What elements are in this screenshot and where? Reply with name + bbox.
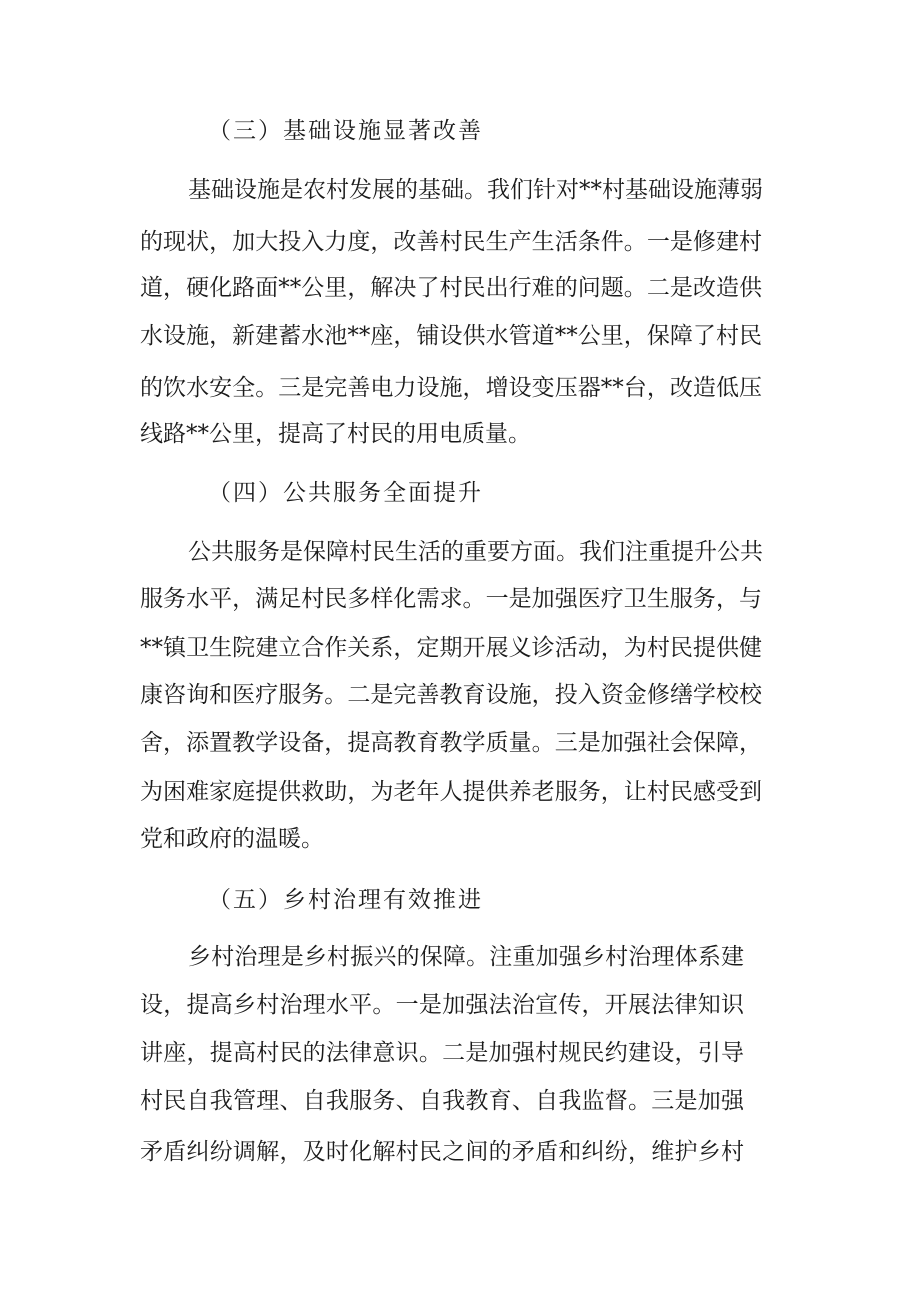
paragraph-line: 党和政府的温暖。 [140,826,324,852]
paragraph-line: 舍，添置教学设备，提高教育教学质量。三是加强社会保障， [140,730,762,756]
paragraph-line: 村民自我管理、自我服务、自我教育、自我监督。三是加强 [140,1088,744,1114]
section-heading-5: （五）乡村治理有效推进 [208,887,483,913]
paragraph-line: 的饮水安全。三是完善电力设施，增设变压器**台，改造低压 [140,375,762,401]
paragraph-line: **镇卫生院建立合作关系，定期开展义诊活动，为村民提供健 [140,635,762,661]
paragraph-line: 的现状，加大投入力度，改善村民生产生活条件。一是修建村 [140,229,762,255]
paragraph-line: 为困难家庭提供救助，为老年人提供养老服务，让村民感受到 [140,779,762,805]
section-heading-4: （四）公共服务全面提升 [208,480,483,506]
paragraph-line: 讲座，提高村民的法律意识。二是加强村规民约建设，引导 [140,1040,744,1066]
paragraph-line: 康咨询和医疗服务。二是完善教育设施，投入资金修缮学校校 [140,682,762,708]
paragraph-line: 设，提高乡村治理水平。一是加强法治宣传，开展法律知识 [140,992,744,1018]
paragraph-line: 道，硬化路面**公里，解决了村民出行难的问题。二是改造供 [140,275,762,301]
paragraph-line: 矛盾纠纷调解，及时化解村民之间的矛盾和纠纷，维护乡村 [140,1139,744,1165]
paragraph-line: 乡村治理是乡村振兴的保障。注重加强乡村治理体系建 [188,944,744,970]
paragraph-line: 水设施，新建蓄水池**座，铺设供水管道**公里，保障了村民 [140,323,762,349]
section-heading-3: （三）基础设施显著改善 [208,118,483,144]
paragraph-line: 公共服务是保障村民生活的重要方面。我们注重提升公共 [188,539,763,565]
paragraph-line: 基础设施是农村发展的基础。我们针对**村基础设施薄弱 [188,177,763,203]
paragraph-line: 线路**公里，提高了村民的用电质量。 [140,421,531,447]
paragraph-line: 服务水平，满足村民多样化需求。一是加强医疗卫生服务，与 [140,586,762,612]
